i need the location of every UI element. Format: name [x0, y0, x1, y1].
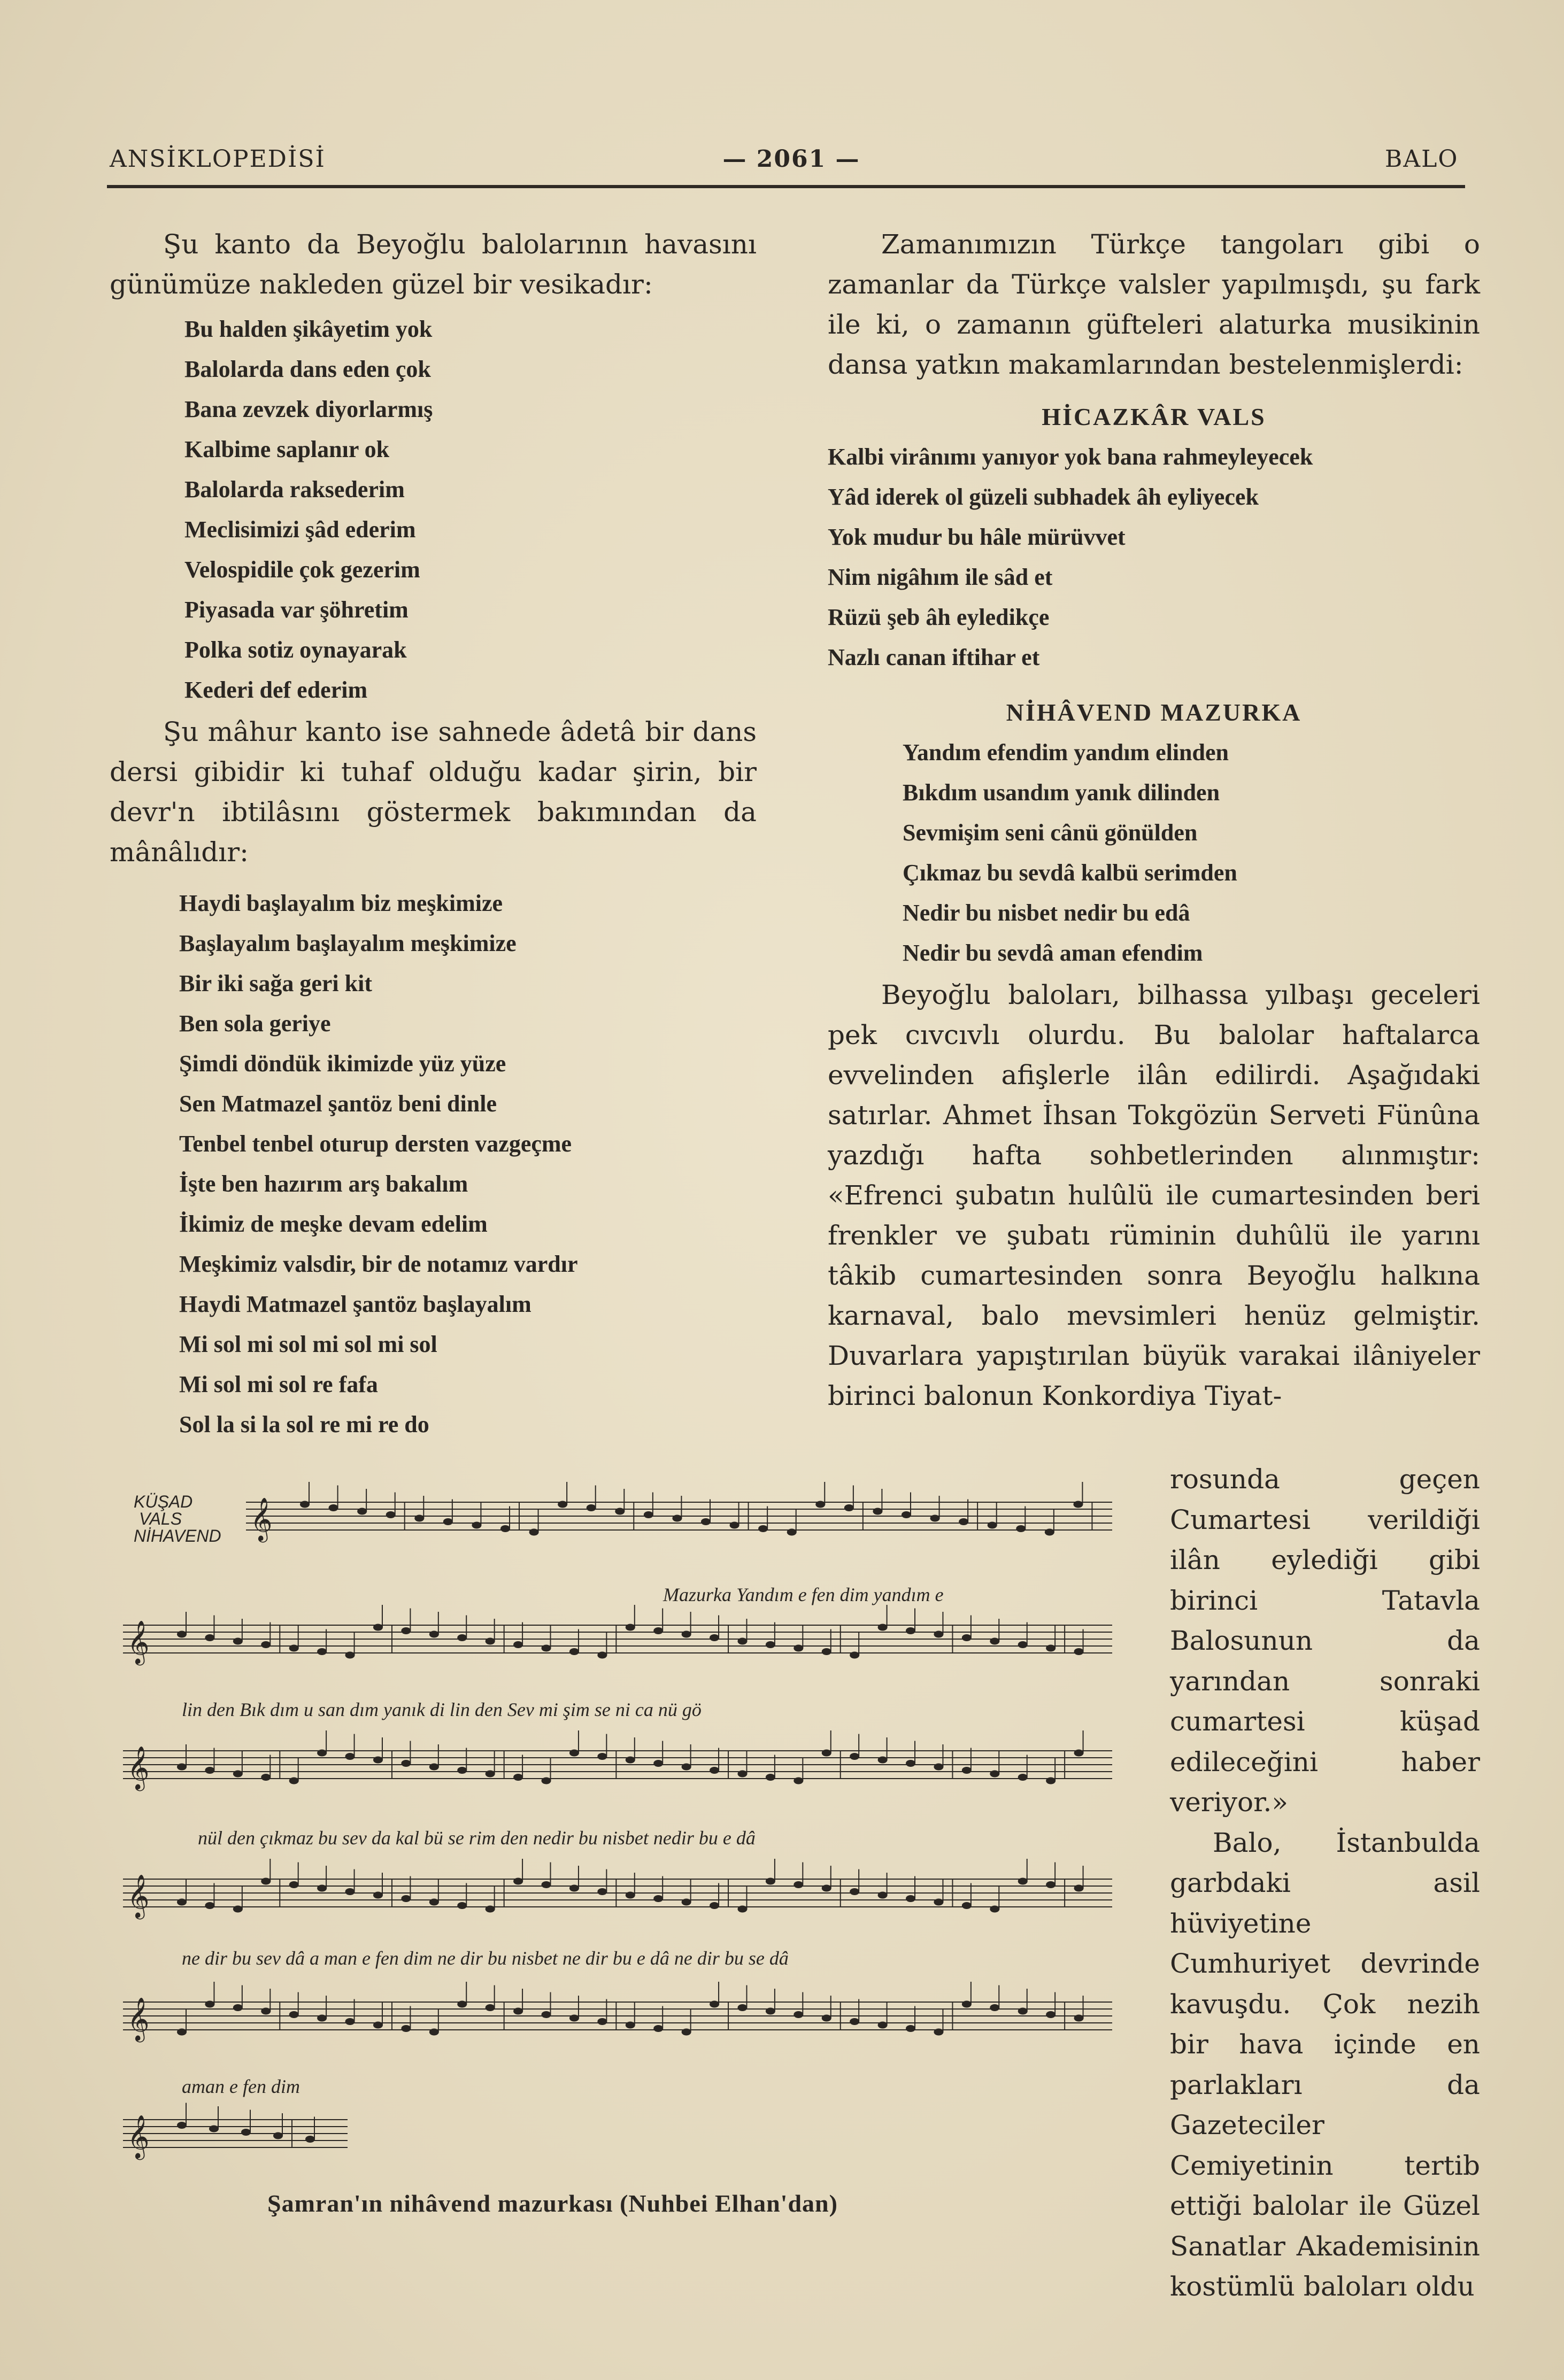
verse-line: Yok mudur bu hâle mürüvvet — [828, 524, 1126, 550]
note-head — [850, 2018, 859, 2025]
note-head — [766, 1774, 775, 1781]
note-head — [878, 1892, 888, 1899]
note-head — [878, 1757, 888, 1764]
note-head — [1018, 1878, 1028, 1885]
note-head — [653, 2025, 663, 2032]
note-head — [569, 1750, 579, 1757]
note-head — [261, 1774, 271, 1781]
verse-line: Başlayalım başlayalım meşkimize — [179, 930, 517, 956]
note-head — [1046, 1778, 1055, 1784]
left-column — [110, 225, 757, 1444]
verse-line: Yâd iderek ol güzeli subhadek âh eyliyecek — [828, 484, 1259, 510]
hicazkar-vals-verse — [828, 437, 1480, 677]
note-head — [205, 1767, 214, 1774]
note-head — [710, 2001, 719, 2008]
note-head — [345, 1888, 355, 1895]
verse-line: Mi sol mi sol mi sol mi sol — [179, 1331, 437, 1357]
note-head — [373, 1757, 383, 1764]
verse-line: Sen Matmazel şantöz beni dinle — [179, 1091, 497, 1117]
verse-line: Sol la si la sol re mi re do — [179, 1411, 429, 1438]
note-head — [597, 1888, 607, 1895]
note-head — [177, 2122, 187, 2129]
note-head — [401, 2025, 411, 2032]
treble-clef-icon: 𝄞 — [127, 1620, 150, 1664]
right-narrow-text — [1170, 1459, 1480, 2307]
note-head — [205, 1634, 214, 1641]
note-head — [373, 2022, 383, 2029]
verse-line: Balolarda raksederim — [184, 476, 405, 503]
treble-clef-icon: 𝄞 — [250, 1497, 273, 1541]
verse-line: Bıkdım usandım yanık dilinden — [903, 779, 1220, 806]
verse-line: Nedir bu nisbet nedir bu edâ — [903, 900, 1190, 926]
verse-line: Polka sotiz oynayarak — [184, 637, 407, 663]
note-head — [317, 1885, 327, 1892]
music-lyric-line-2: nül den çıkmaz bu sev da kal bü se rim den nedir bu nisbet nedir bu e dâ — [198, 1827, 756, 1849]
note-head — [766, 2008, 775, 2015]
note-head — [542, 1778, 551, 1784]
music-side-label-2: VALS — [139, 1509, 182, 1528]
treble-clef-icon: 𝄞 — [127, 1874, 150, 1918]
kanto-verse-1 — [110, 309, 757, 710]
note-head — [345, 1652, 355, 1659]
treble-clef-icon: 𝄞 — [127, 1745, 150, 1789]
kanto-verse-2 — [110, 883, 757, 1444]
note-head — [758, 1525, 768, 1532]
note-head — [737, 2004, 747, 2011]
note-head — [962, 2001, 972, 2008]
note-head — [878, 2022, 888, 2029]
note-head — [542, 2011, 551, 2018]
note-head — [486, 1771, 495, 1778]
note-head — [261, 1641, 271, 1648]
note-head — [1074, 2015, 1084, 2022]
note-head — [934, 1631, 943, 1638]
note-head — [990, 1638, 999, 1645]
sheet-music-figure — [123, 1481, 1118, 2165]
note-head — [457, 1767, 467, 1774]
verse-line: Bana zevzek diyorlarmış — [184, 396, 433, 422]
verse-line: Tenbel tenbel oturup dersten vazgeçme — [179, 1131, 572, 1157]
note-head — [682, 1899, 691, 1906]
note-head — [345, 2018, 355, 2025]
note-head — [542, 1645, 551, 1652]
note-head — [710, 1767, 719, 1774]
verse-line: Çıkmaz bu sevdâ kalbü serimden — [903, 860, 1237, 886]
note-head — [261, 2008, 271, 2015]
note-head — [793, 1778, 803, 1784]
music-staff — [123, 2103, 348, 2160]
verse-line: İşte ben hazırım arş bakalım — [179, 1171, 468, 1197]
note-head — [289, 1778, 299, 1784]
note-head — [529, 1529, 539, 1536]
note-head — [205, 1902, 214, 1909]
note-head — [597, 1652, 607, 1659]
right-body-paragraph: Beyoğlu baloları, bilhassa yılbaşı geceleri pek cıvcıvlı olurdu. Bu balolar haftalarca evvelinden afişlerle ilân edilirdi. Aşağıdaki satırlar. Ahmet İhsan Tokgözün Serveti Fünûna yazdığı hafta sohbetlerinden alınmıştır: «Efrenci şubatın hulûlü ile cumartesinden beri frenkler ve şubatı rüminin duhûlü ile yarını tâkib cumartesinden sonra Beyoğlu halkına karnaval, balo mevsimleri henüz gelmiştir. Duvarlara yapıştırılan büyük varakai ilâniyeler birinci balonun Konkordiya Tiyat- — [828, 979, 1480, 1411]
note-head — [233, 1771, 243, 1778]
note-head — [542, 1881, 551, 1888]
note-head — [793, 1645, 803, 1652]
verse-line: Meşkimiz valsdir, bir de notamız vardır — [179, 1251, 578, 1277]
note-head — [906, 2025, 915, 2032]
note-head — [653, 1895, 663, 1902]
music-staff — [123, 1605, 1112, 1665]
verse-line: Sevmişim seni cânü gönülden — [903, 820, 1198, 846]
note-head — [672, 1515, 682, 1522]
note-head — [737, 1771, 747, 1778]
note-head — [1046, 1645, 1055, 1652]
note-head — [401, 1760, 411, 1767]
verse-line: Kalbime saplanır ok — [184, 436, 390, 462]
note-head — [401, 1627, 411, 1634]
note-head — [414, 1515, 424, 1522]
note-head — [289, 2011, 299, 2018]
note-head — [373, 1892, 383, 1899]
note-head — [513, 1774, 523, 1781]
note-head — [273, 2132, 283, 2139]
note-head — [569, 2015, 579, 2022]
page-number: — 2061 — — [722, 145, 860, 173]
note-head — [1018, 1774, 1028, 1781]
note-head — [1018, 1641, 1028, 1648]
verse-line: Kalbi virânımı yanıyor yok bana rahmeyleyecek — [828, 444, 1313, 470]
header-rule — [107, 185, 1465, 188]
note-head — [472, 1522, 481, 1529]
verse-line: Şimdi döndük ikimizde yüz yüze — [179, 1050, 506, 1077]
note-head — [873, 1508, 882, 1515]
note-head — [177, 1764, 187, 1771]
note-head — [615, 1508, 625, 1515]
treble-clef-icon: 𝄞 — [127, 1997, 150, 2041]
note-head — [626, 2022, 635, 2029]
note-head — [289, 1645, 299, 1652]
note-head — [457, 1902, 467, 1909]
note-head — [486, 1906, 495, 1913]
note-head — [878, 1624, 888, 1631]
note-head — [990, 1906, 999, 1913]
note-head — [626, 1757, 635, 1764]
note-head — [569, 1648, 579, 1655]
note-head — [822, 1648, 831, 1655]
verse-line: Ben sola geriye — [179, 1010, 331, 1037]
note-head — [373, 1624, 383, 1631]
note-head — [457, 2001, 467, 2008]
verse-line: Bir iki sağa geri kit — [179, 970, 372, 996]
note-head — [261, 1878, 271, 1885]
note-head — [644, 1511, 653, 1518]
note-head — [930, 1515, 940, 1522]
note-head — [653, 1627, 663, 1634]
note-head — [1073, 1501, 1083, 1508]
hicazkar-vals-title: HİCAZKÂR VALS — [1042, 403, 1266, 430]
note-head — [1074, 1648, 1084, 1655]
left-intro-paragraph: Şu kanto da Beyoğlu balolarının havasını günümüze nakleden güzel bir vesikadır: — [110, 229, 757, 300]
note-head — [233, 1906, 243, 1913]
note-head — [934, 1899, 943, 1906]
note-head — [766, 1878, 775, 1885]
note-head — [1046, 2011, 1055, 2018]
verse-line: Yandım efendim yandım elinden — [903, 739, 1229, 766]
nihavend-mazurka-verse — [828, 732, 1480, 973]
note-head — [737, 1638, 747, 1645]
note-head — [177, 1631, 187, 1638]
note-head — [959, 1518, 968, 1525]
note-head — [386, 1511, 396, 1518]
note-head — [626, 1892, 635, 1899]
note-head — [443, 1518, 453, 1525]
note-head — [233, 2004, 243, 2011]
note-head — [209, 2126, 219, 2132]
note-head — [457, 1634, 467, 1641]
note-head — [906, 1627, 915, 1634]
music-side-label-3: NİHAVEND — [134, 1526, 221, 1546]
note-head — [1074, 1885, 1084, 1892]
note-head — [682, 1631, 691, 1638]
note-head — [815, 1501, 825, 1508]
music-staff — [123, 1730, 1112, 1791]
note-head — [710, 1902, 719, 1909]
note-head — [934, 2029, 943, 2036]
verse-line: Nim nigâhım ile sâd et — [828, 564, 1053, 590]
note-head — [988, 1522, 997, 1529]
note-head — [177, 1899, 187, 1906]
running-header-right: BALO — [1385, 145, 1459, 173]
note-head — [317, 1750, 327, 1757]
note-head — [906, 1895, 915, 1902]
note-head — [587, 1504, 596, 1511]
note-head — [962, 1767, 972, 1774]
note-head — [558, 1501, 567, 1508]
note-head — [357, 1508, 367, 1515]
verse-line: Bu halden şikâyetim yok — [184, 316, 433, 342]
note-head — [850, 1753, 859, 1760]
verse-line: Velospidile çok gezerim — [184, 557, 420, 583]
music-staff — [123, 1982, 1112, 2042]
note-head — [793, 1881, 803, 1888]
verse-line: Meclisimizi şâd ederim — [184, 516, 416, 543]
note-head — [850, 1888, 859, 1895]
note-head — [701, 1518, 711, 1525]
note-head — [513, 1878, 523, 1885]
note-head — [822, 2015, 831, 2022]
note-head — [317, 1648, 327, 1655]
note-head — [205, 2001, 214, 2008]
note-head — [429, 1631, 439, 1638]
note-head — [429, 1899, 439, 1906]
figure-caption: Şamran'ın nihâvend mazurkası (Nuhbei Elhan'dan) — [267, 2190, 838, 2217]
note-head — [850, 1652, 859, 1659]
right-intro-paragraph: Zamanımızın Türkçe tangoları gibi o zamanlar da Türkçe valsler yapılmışdı, şu fark ile ki, o zamanın güfteleri alaturka musikinin dansa yatkın makamlarından bestelenmişlerdi: — [828, 229, 1480, 380]
note-head — [653, 1760, 663, 1767]
music-lyric-line-1: lin den Bık dım u san dım yanık di lin den Sev mi şim se ni ca nü gö — [182, 1699, 702, 1720]
verse-line: Rüzü şeb âh eyledikçe — [828, 604, 1050, 630]
music-staff-svg — [123, 1481, 1118, 2165]
note-head — [345, 1753, 355, 1760]
treble-clef-icon: 𝄞 — [127, 2114, 150, 2158]
narrow-paragraph-1: rosunda geçen Cumartesi verildiği ilân eylediği gibi birinci Tatavla Balosunun da yarından sonraki cumartesi küşad edileceğini haber veriyor.» — [1170, 1464, 1480, 1818]
note-head — [305, 2136, 315, 2143]
verse-line: Nazlı canan iftihar et — [828, 644, 1040, 670]
note-head — [730, 1522, 739, 1529]
verse-line: İkimiz de meşke devam edelim — [179, 1211, 488, 1237]
note-head — [500, 1525, 510, 1532]
note-head — [486, 2004, 495, 2011]
note-head — [1046, 1881, 1055, 1888]
note-head — [1074, 1750, 1084, 1757]
verse-line: Haydi başlayalım biz meşkimize — [179, 890, 503, 916]
note-head — [486, 1638, 495, 1645]
note-head — [289, 1881, 299, 1888]
music-title-line: Mazurka Yandım e fen dim yandım e — [663, 1584, 944, 1605]
note-head — [1018, 2008, 1028, 2015]
note-head — [682, 1764, 691, 1771]
left-middle-paragraph: Şu mâhur kanto ise sahnede âdetâ bir dans dersi gibidir ki tuhaf olduğu kadar şirin, bir devr'n ibtilâsını göstermek bakımından da mânâlıdır: — [110, 716, 757, 868]
verse-line: Nedir bu sevdâ aman efendim — [903, 940, 1203, 966]
note-head — [787, 1529, 797, 1536]
running-header-left: ANSİKLOPEDİSİ — [110, 145, 326, 173]
note-head — [317, 2015, 327, 2022]
note-head — [902, 1511, 911, 1518]
verse-line: Kederi def ederim — [184, 677, 368, 703]
note-head — [177, 2029, 187, 2036]
note-head — [401, 1895, 411, 1902]
note-head — [906, 1760, 915, 1767]
note-head — [737, 1906, 747, 1913]
narrow-paragraph-2: Balo, İstanbulda garbdaki asil hüviyetine Cumhuriyet devrinde kavuşdu. Çok nezih bir hava içinde en parlakları da Gazeteciler Cemiyetinin tertib ettiği balolar ile Güzel Sanatlar Akademisinin kostümlü baloları oldu — [1170, 1827, 1480, 2302]
note-head — [1045, 1529, 1054, 1536]
note-head — [990, 1771, 999, 1778]
note-head — [329, 1504, 338, 1511]
note-head — [844, 1504, 854, 1511]
verse-line: Piyasada var şöhretim — [184, 597, 409, 623]
note-head — [597, 1753, 607, 1760]
note-head — [682, 2029, 691, 2036]
note-head — [962, 1634, 972, 1641]
note-head — [597, 2018, 607, 2025]
note-head — [962, 1902, 972, 1909]
note-head — [934, 1764, 943, 1771]
note-head — [241, 2129, 251, 2136]
note-head — [1016, 1525, 1026, 1532]
note-head — [990, 2004, 999, 2011]
note-head — [513, 2008, 523, 2015]
note-head — [793, 2011, 803, 2018]
note-head — [710, 1634, 719, 1641]
nihavend-mazurka-title: NİHÂVEND MAZURKA — [1006, 699, 1302, 726]
right-column — [828, 225, 1480, 1416]
note-head — [513, 1641, 523, 1648]
music-lyric-line-3: ne dir bu sev dâ a man e fen dim ne dir bu nisbet ne dir bu e dâ ne dir bu se dâ — [182, 1948, 789, 1969]
note-head — [822, 1750, 831, 1757]
note-head — [822, 1885, 831, 1892]
music-side-label-1: KÜŞAD — [134, 1492, 193, 1511]
note-head — [300, 1501, 310, 1508]
note-head — [626, 1624, 635, 1631]
music-staff — [246, 1482, 1112, 1542]
verse-line: Balolarda dans eden çok — [184, 356, 431, 382]
music-staff — [123, 1859, 1112, 1919]
verse-line: Mi sol mi sol re fafa — [179, 1371, 378, 1397]
note-head — [766, 1641, 775, 1648]
note-head — [429, 1764, 439, 1771]
note-head — [233, 1638, 243, 1645]
note-head — [569, 1885, 579, 1892]
note-head — [429, 2029, 439, 2036]
music-lyric-line-4: aman e fen dim — [182, 2076, 300, 2097]
verse-line: Haydi Matmazel şantöz başlayalım — [179, 1291, 531, 1317]
